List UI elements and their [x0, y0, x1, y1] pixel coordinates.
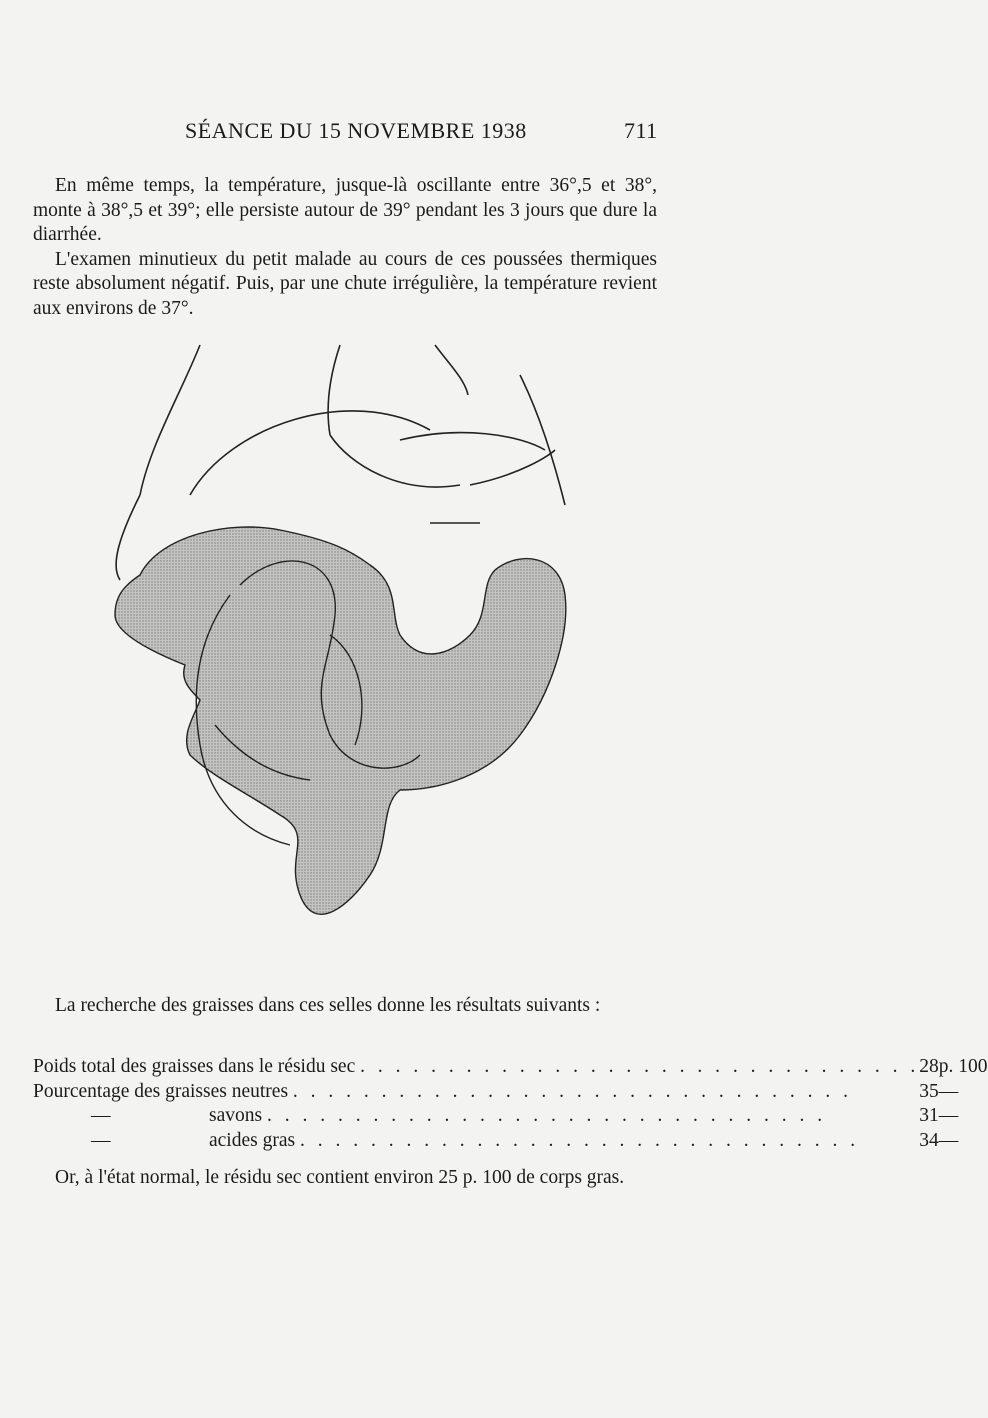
paragraph-temperature: En même temps, la température, jusque-là oscillante entre 36°,5 et 38°, monte à 38°,5 et 39°; elle persiste autour de 39° pendant les 3 jours que dure la diarrhée. [33, 175, 657, 245]
result-label: Pourcentage des graisses neutres . . . . . . . . . . . . . . . . . . . . . . . . . . . . . . . . [33, 1080, 853, 1102]
result-value: 35 [919, 1080, 939, 1102]
result-value: 34 [919, 1129, 939, 1151]
result-label: — acides gras . . . . . . . . . . . . . . . . . . . . . . . . . . . . . . . . [91, 1129, 860, 1151]
running-header [0, 118, 800, 152]
results-row [33, 1129, 988, 1154]
result-label: Poids total des graisses dans le résidu sec . . . . . . . . . . . . . . . . . . . . . . . . . . . . . . . . [33, 1056, 920, 1077]
top-text-block [33, 174, 657, 321]
result-unit: p. 100 [938, 1056, 988, 1077]
radiograph-tracing-figure [100, 335, 580, 975]
paragraph-examen: L'examen minutieux du petit malade au cours de ces poussées thermiques reste absolument négatif. Puis, par une chute irrégulière, la température revient aux environs de 37°. [33, 248, 657, 319]
result-value: 31 [919, 1105, 939, 1126]
intro-paragraph [33, 994, 657, 1019]
results-row [33, 1055, 988, 1080]
result-unit: — [938, 1105, 959, 1126]
result-unit: — [938, 1080, 959, 1102]
results-row [33, 1104, 988, 1129]
header-title: SÉANCE DU 15 NOVEMBRE 1938 [185, 118, 527, 143]
intro-text: La recherche des graisses dans ces selles donne les résultats suivants : [55, 995, 601, 1016]
intestinal-shadow [115, 527, 566, 914]
result-unit: — [938, 1129, 959, 1151]
result-value: 28 [919, 1056, 939, 1077]
page-number: 711 [624, 118, 658, 143]
conclusion-text: Or, à l'état normal, le résidu sec contient environ 25 p. 100 de corps gras. [55, 1167, 625, 1188]
result-label: — savons . . . . . . . . . . . . . . . . . . . . . . . . . . . . . . . . [91, 1105, 827, 1126]
results-row [33, 1080, 988, 1105]
results-table [33, 1055, 988, 1153]
conclusion-paragraph [33, 1166, 657, 1191]
